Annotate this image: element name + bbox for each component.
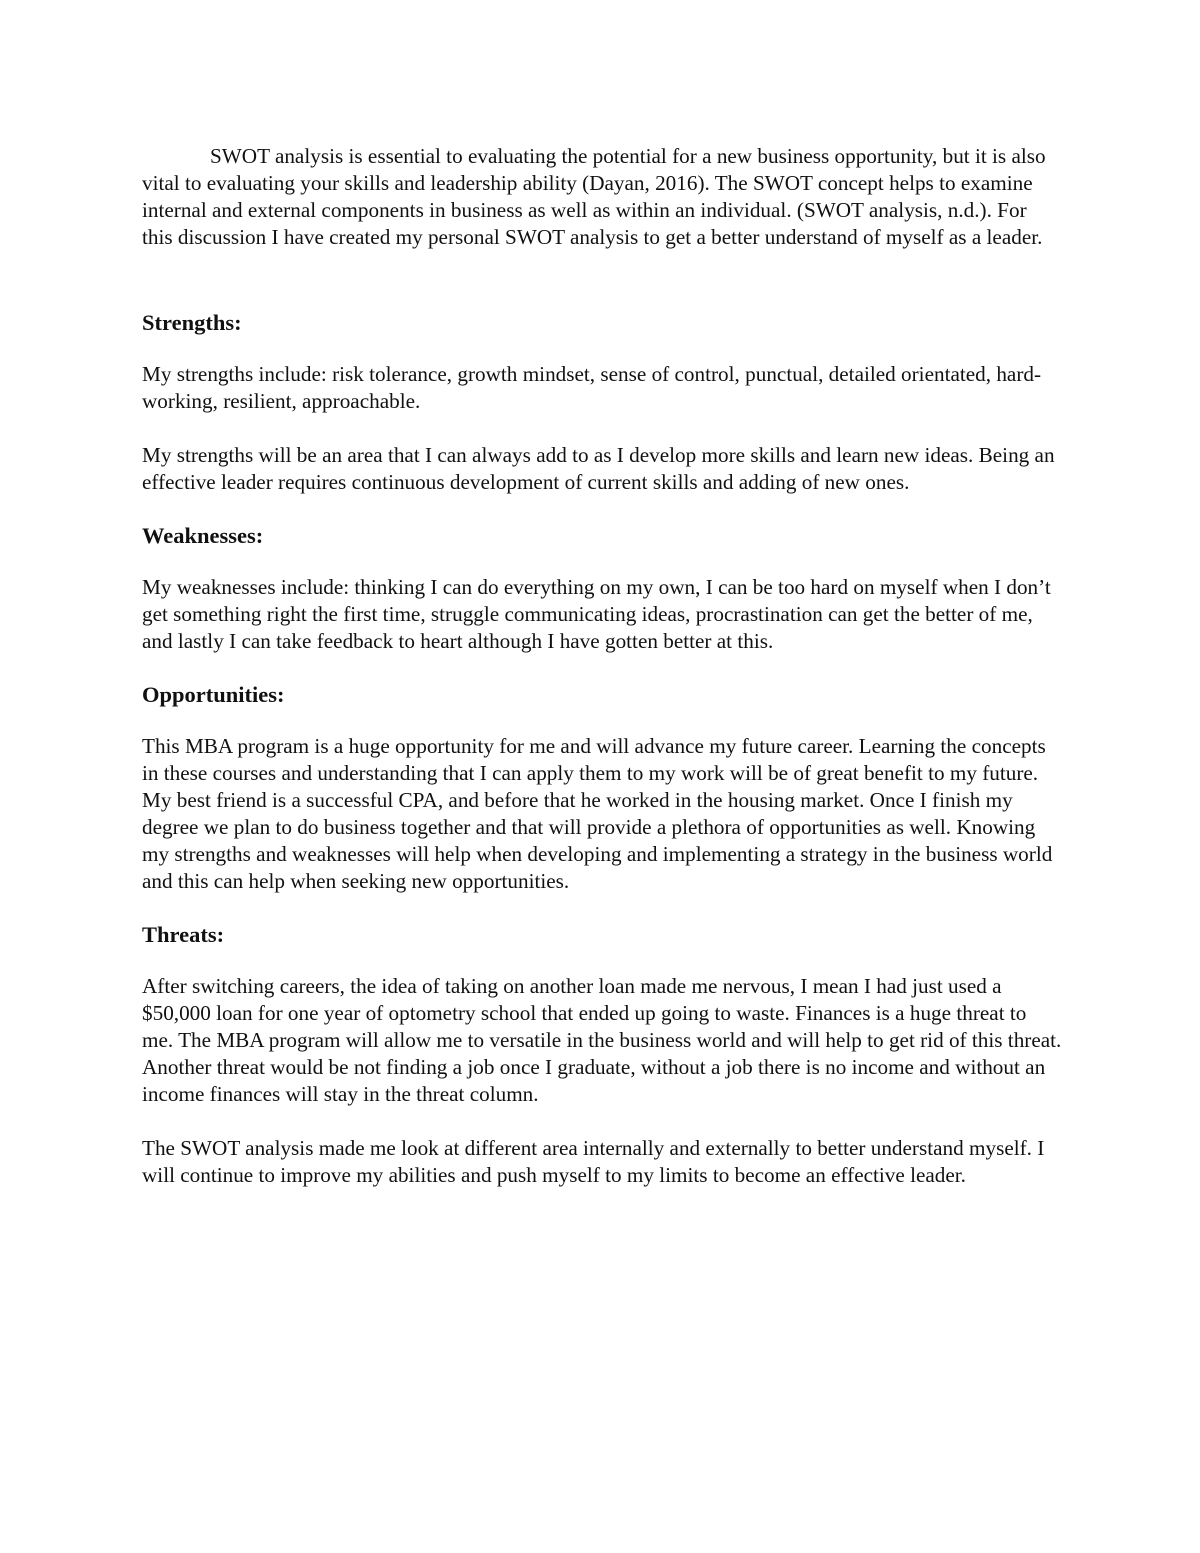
threats-paragraph: After switching careers, the idea of taking on another loan made me nervous, I mean I had just used a $50,000 loan for one year of optometry school that ended up going to waste. Finances is a huge threat to me. The MBA program will allow me to versatile in the business world and will help to get rid of this threat. Another threat would be not finding a job once I graduate, without a job there is no income and without an income finances will stay in the threat column. [142, 974, 1062, 1106]
weaknesses-heading: Weaknesses: [142, 523, 264, 548]
strengths-paragraph: My strengths will be an area that I can always add to as I develop more skills and learn new ideas. Being an effective leader requires continuous development of current skills and adding of new ones. [142, 443, 1055, 494]
weaknesses-paragraph: My weaknesses include: thinking I can do everything on my own, I can be too hard on myself when I don’t get something right the first time, struggle communicating ideas, procrastination can get the better of me, and lastly I can take feedback to heart although I have gotten better at this. [142, 575, 1051, 653]
strengths-heading: Strengths: [142, 310, 242, 335]
opportunities-heading: Opportunities: [142, 682, 285, 707]
opportunities-paragraph: This MBA program is a huge opportunity for me and will advance my future career. Learning the concepts in these courses and understanding that I can apply them to my work will be of great benefit to my future. My best friend is a successful CPA, and before that he worked in the housing market. Once I finish my degree we plan to do business together and that will provide a plethora of opportunities as well. Knowing my strengths and weaknesses will help when developing and implementing a strategy in the business world and this can help when seeking new opportunities. [142, 734, 1053, 893]
intro-paragraph: SWOT analysis is essential to evaluating the potential for a new business opportunity, but it is also vital to evaluating your skills and leadership ability (Dayan, 2016). The SWOT concept helps to examine internal and external components in business as well as within an individual. (SWOT analysis, n.d.). For this discussion I have created my personal SWOT analysis to get a better understand of myself as a leader. [142, 144, 1046, 249]
conclusion-paragraph: The SWOT analysis made me look at different area internally and externally to better understand myself. I will continue to improve my abilities and push myself to my limits to become an effective leader. [142, 1136, 1045, 1187]
strengths-paragraph: My strengths include: risk tolerance, growth mindset, sense of control, punctual, detailed orientated, hard-working, resilient, approachable. [142, 362, 1042, 413]
document-page [142, 143, 1062, 1189]
threats-heading: Threats: [142, 922, 225, 947]
